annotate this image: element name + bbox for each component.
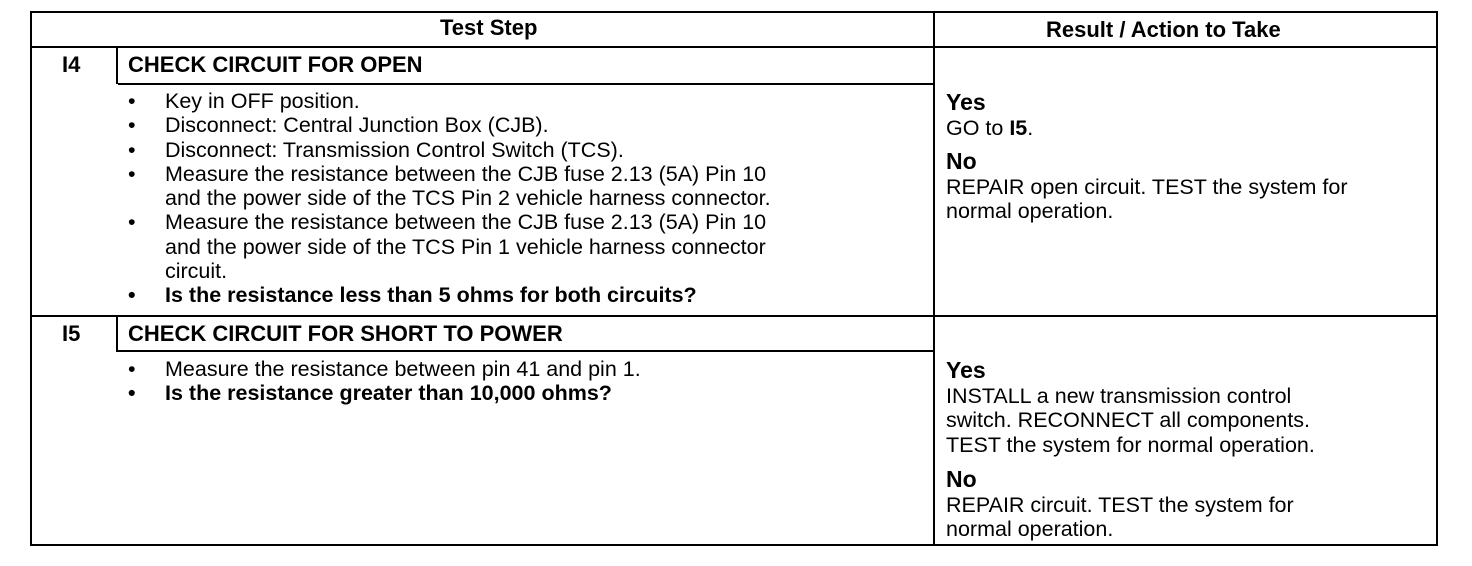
i4-result-no-action	[946, 175, 1347, 224]
bullet-item-question	[128, 283, 771, 308]
action-line: TEST the system for normal operation.	[946, 432, 1315, 457]
step-title-i5: CHECK CIRCUIT FOR SHORT TO POWER	[128, 321, 563, 346]
bullet-item	[128, 113, 771, 138]
bullet-item	[128, 357, 641, 381]
i5-result-yes-action	[946, 384, 1315, 457]
bullet-item	[128, 137, 771, 162]
bullet-continuation	[165, 235, 771, 259]
bullet-text: and the power side of the TCS Pin 1 vehicle harness connector	[165, 234, 766, 259]
step-title-i4: CHECK CIRCUIT FOR OPEN	[128, 52, 423, 77]
bullet-text: circuit.	[165, 259, 228, 284]
bullet-icon: •	[128, 113, 136, 138]
header-test-step: Test Step	[440, 15, 538, 40]
bullet-item	[128, 89, 771, 113]
step-i5-bullet-list	[128, 357, 641, 406]
bullet-icon: •	[128, 283, 136, 308]
i5-result-no-action	[946, 493, 1294, 542]
column-divider	[933, 11, 935, 546]
action-text: GO to	[946, 116, 1010, 140]
step-reference: I5	[1009, 116, 1028, 140]
action-line: REPAIR open circuit. TEST the system for	[946, 175, 1348, 199]
action-line: INSTALL a new transmission control	[946, 384, 1292, 408]
row-divider	[30, 315, 1438, 317]
bullet-icon: •	[128, 161, 136, 186]
bullet-text: Key in OFF position.	[165, 89, 360, 113]
i5-title-bottom-rule	[118, 350, 934, 352]
bullet-icon: •	[128, 357, 136, 381]
bullet-text: Is the resistance less than 5 ohms for both circuits?	[165, 283, 697, 308]
action-line: normal operation.	[946, 199, 1114, 224]
bullet-icon: •	[128, 137, 136, 162]
step-id-i5: I5	[62, 321, 81, 346]
bullet-icon: •	[128, 210, 136, 235]
header-divider	[30, 46, 1438, 48]
bullet-text: Measure the resistance between the CJB fuse 2.13 (5A) Pin 10	[165, 161, 767, 186]
action-text: .	[1027, 116, 1034, 140]
bullet-text: Disconnect: Central Junction Box (CJB).	[165, 113, 549, 138]
bullet-text: Measure the resistance between pin 41 and pin 1.	[165, 357, 641, 381]
i5-result-yes-label: Yes	[946, 357, 986, 383]
bullet-text: and the power side of the TCS Pin 2 vehicle harness connector.	[165, 186, 771, 211]
bullet-icon: •	[128, 381, 136, 406]
action-line: normal operation.	[946, 517, 1114, 542]
bullet-text: Disconnect: Transmission Control Switch (TCS).	[165, 137, 624, 162]
i5-id-divider	[116, 316, 118, 352]
action-line: REPAIR circuit. TEST the system for	[946, 493, 1294, 517]
i4-title-bottom-rule	[118, 83, 934, 85]
header-result-action: Result / Action to Take	[1046, 17, 1281, 42]
bullet-continuation	[165, 186, 771, 210]
i4-result-no-label: No	[946, 148, 977, 174]
i4-id-divider	[116, 47, 118, 84]
i4-result-yes-label: Yes	[946, 89, 986, 115]
bullet-text: Is the resistance greater than 10,000 ohms?	[165, 381, 612, 406]
bullet-item	[128, 161, 771, 186]
bullet-text: Measure the resistance between the CJB fuse 2.13 (5A) Pin 10	[165, 210, 767, 235]
bullet-item	[128, 210, 771, 235]
action-line: switch. RECONNECT all components.	[946, 408, 1311, 433]
bullet-continuation	[165, 259, 771, 283]
bullet-icon: •	[128, 89, 136, 113]
i4-result-yes-action	[946, 116, 1033, 140]
bullet-item-question	[128, 381, 641, 406]
i5-result-no-label: No	[946, 466, 977, 492]
step-id-i4: I4	[62, 52, 81, 77]
step-i4-bullet-list	[128, 89, 771, 308]
